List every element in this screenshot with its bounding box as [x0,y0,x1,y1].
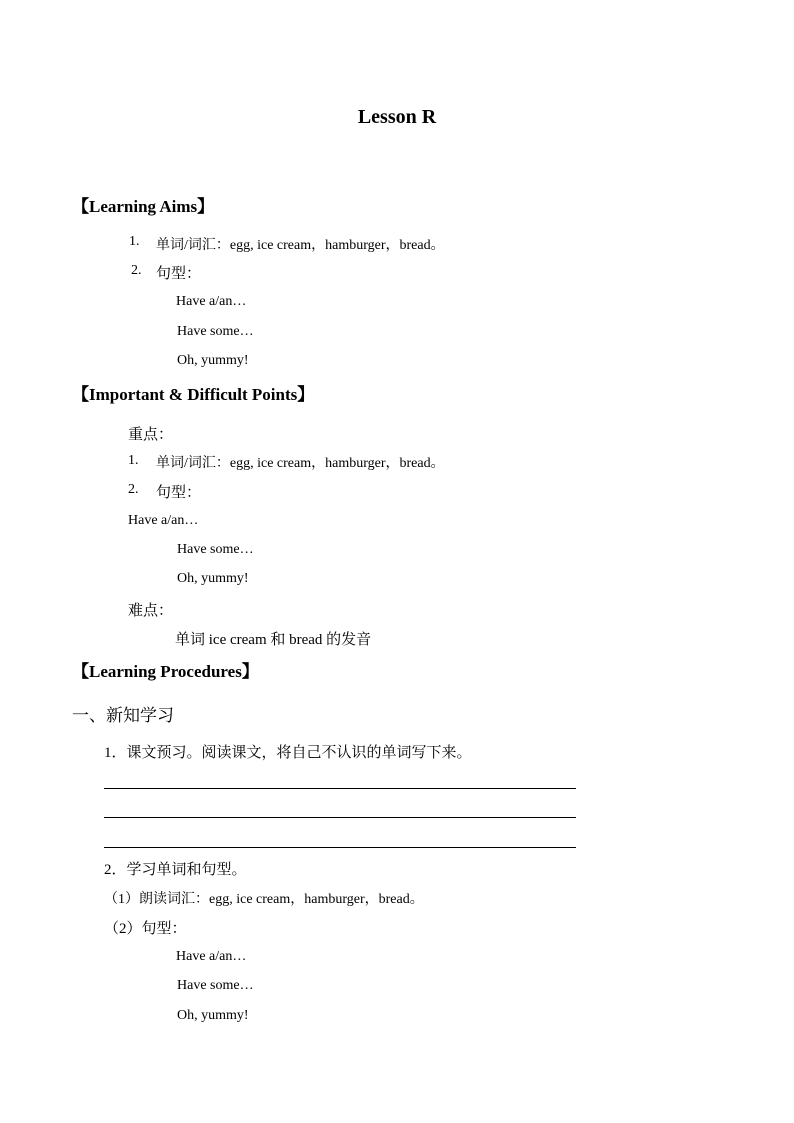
procedures-step-study: 2．学习单词和句型。 [104,862,247,878]
section-heading-points: 【Important & Difficult Points】 [72,385,315,404]
writing-line[interactable] [104,788,576,789]
procedures-step-preview: 1．课文预习。阅读课文，将自己不认识的单词写下来。 [104,745,472,761]
writing-line[interactable] [104,847,576,848]
aims-pattern: Oh, yummy! [177,353,249,368]
section-heading-learning-aims: 【Learning Aims】 [72,197,215,216]
procedures-substep-sentences: （2）句型： [104,921,187,937]
aims-pattern: Have a/an… [176,294,247,309]
aims-sentence-label: 句型： [156,266,202,282]
points-pattern: Have some… [177,542,254,557]
points-pattern: Have a/an… [128,513,199,528]
aims-vocabulary: 单词/词汇：egg, ice cream，hamburger，bread。 [156,238,445,253]
writing-line[interactable] [104,817,576,818]
points-item-number: 1. [128,453,139,468]
points-sentence-label: 句型： [156,485,202,501]
procedures-pattern: Have a/an… [176,949,247,964]
section-heading-procedures: 【Learning Procedures】 [72,662,259,681]
points-vocabulary: 单词/词汇：egg, ice cream，hamburger，bread。 [156,456,445,471]
aims-item-number: 1. [129,234,140,249]
aims-item-number: 2. [131,263,142,278]
page-title: Lesson R [357,106,437,128]
points-item-number: 2. [128,482,139,497]
difficult-points-text: 单词 ice cream 和 bread 的发音 [175,632,372,648]
difficult-points-label: 难点： [128,603,174,619]
aims-pattern: Have some… [177,324,254,339]
procedures-substep-vocabulary: （1）朗读词汇：egg, ice cream，hamburger，bread。 [104,892,424,907]
points-pattern: Oh, yummy! [177,571,249,586]
key-points-label: 重点： [128,427,174,443]
procedures-pattern: Oh, yummy! [177,1008,249,1023]
procedures-pattern: Have some… [177,978,254,993]
procedures-part-heading: 一、新知学习 [72,706,174,725]
